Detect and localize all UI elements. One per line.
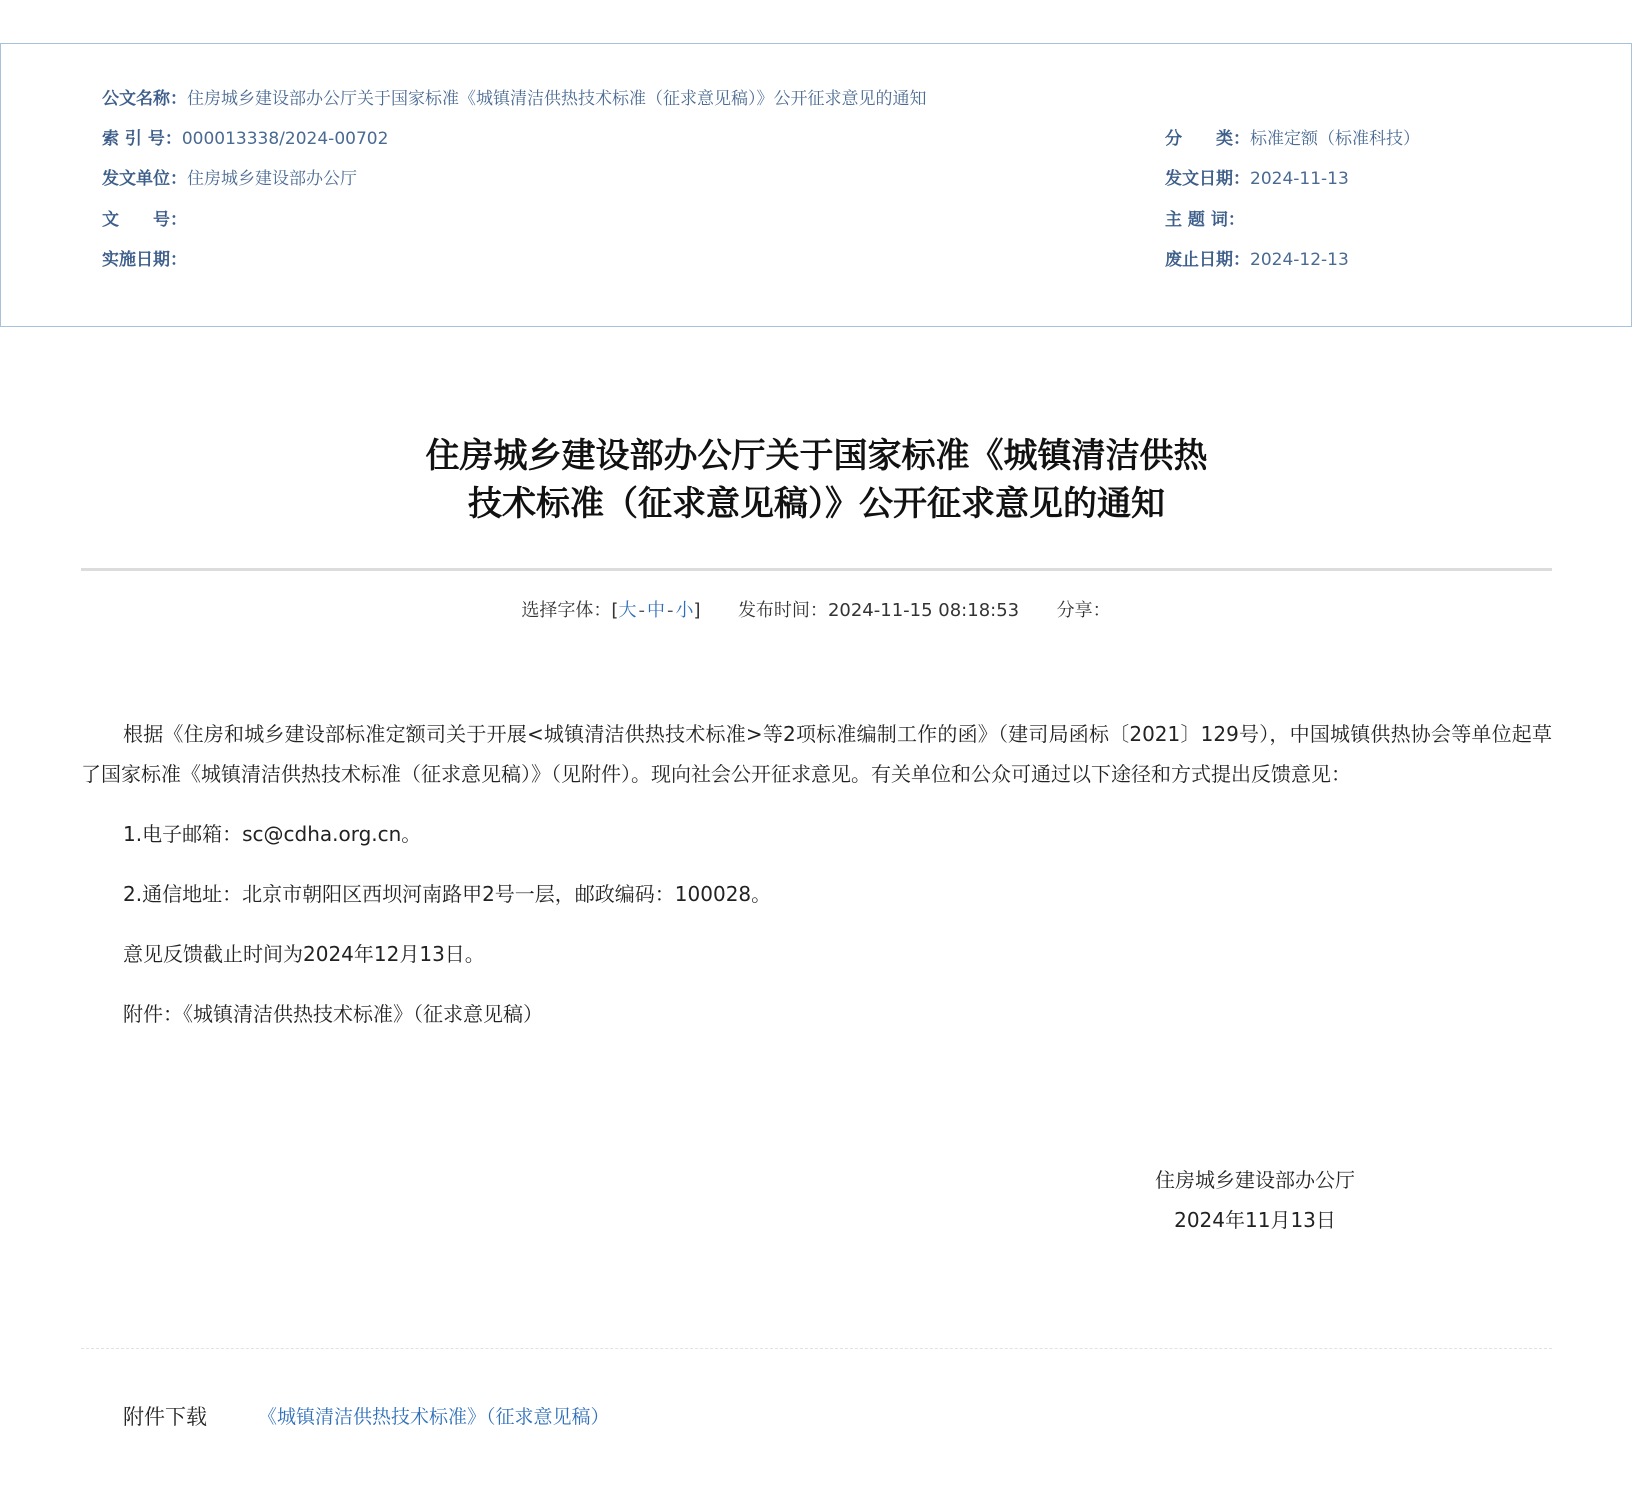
font-size-medium-link[interactable]: 中 [646, 600, 665, 621]
meta-category-value: 标准定额（标准科技） [1250, 129, 1420, 149]
body-paragraph: 根据《住房和城乡建设部标准定额司关于开展<城镇清洁供热技术标准>等2项标准编制工作的函》（建司局函标〔2021〕129号），中国城镇供热协会等单位起草了国家标准《城镇清洁供热技术标准（征求意见稿）》（见附件）。现向社会公开征求意见。有关单位和公众可通过以下途径和方式提出反馈意见： [81, 722, 1552, 786]
article-body [81, 714, 1552, 1034]
attachment-divider [81, 1348, 1552, 1349]
meta-issue-date-label: 发文日期： [1165, 169, 1250, 189]
article-title-line-2: 技术标准（征求意见稿）》公开征求意见的通知 [468, 484, 1165, 524]
meta-doc-number [102, 206, 187, 234]
meta-keywords-label: 主 题 词： [1165, 210, 1245, 230]
meta-category-label: 分 类： [1165, 129, 1250, 149]
font-size-label: 选择字体：[ [521, 600, 619, 621]
meta-issue-date [1165, 165, 1349, 193]
signature-date: 2024年11月13日 [1174, 1208, 1336, 1232]
feedback-address-item: 2.通信地址：北京市朝阳区西坝河南路甲2号一层，邮政编码：100028。 [123, 882, 772, 906]
share-label[interactable]: 分享： [1056, 600, 1111, 621]
feedback-email-item: 1.电子邮箱：sc@cdha.org.cn。 [123, 822, 422, 846]
meta-keywords [1165, 206, 1245, 234]
font-size-close-bracket: ] [693, 600, 701, 621]
meta-index-value: 000013338/2024-00702 [181, 129, 389, 149]
meta-issue-date-value: 2024-11-13 [1250, 169, 1349, 189]
meta-effective-date-label: 实施日期： [102, 250, 187, 270]
document-metadata-panel [0, 43, 1632, 327]
meta-index [102, 125, 388, 153]
font-size-large-link[interactable]: 大 [618, 600, 637, 621]
meta-effective-date [102, 246, 187, 274]
meta-doc-name-label: 公文名称： [102, 89, 187, 109]
meta-doc-number-label: 文 号： [102, 210, 187, 230]
publish-time-label: 发布时间： [737, 600, 828, 621]
font-size-dash: - [638, 600, 645, 621]
font-size-small-link[interactable]: 小 [675, 600, 694, 621]
meta-expiry-date-label: 废止日期： [1165, 250, 1250, 270]
attachment-note: 附件：《城镇清洁供热技术标准》（征求意见稿） [123, 1002, 543, 1026]
publish-time-value: 2024-11-15 08:18:53 [827, 600, 1020, 621]
meta-category [1165, 125, 1420, 153]
meta-issuer [102, 165, 357, 193]
feedback-deadline: 意见反馈截止时间为2024年12月13日。 [123, 942, 485, 966]
font-size-dash: - [666, 600, 674, 621]
meta-issuer-label: 发文单位： [102, 169, 187, 189]
article-info-bar [0, 596, 1632, 626]
meta-issuer-value: 住房城乡建设部办公厅 [187, 169, 357, 189]
meta-doc-name [102, 85, 927, 113]
meta-doc-name-value: 住房城乡建设部办公厅关于国家标准《城镇清洁供热技术标准（征求意见稿）》公开征求意见的通知 [187, 89, 927, 109]
meta-index-label: 索 引 号： [102, 129, 182, 149]
article-title [81, 432, 1552, 528]
meta-expiry-date [1165, 246, 1349, 274]
title-divider [81, 568, 1552, 571]
article-title-line-1: 住房城乡建设部办公厅关于国家标准《城镇清洁供热 [425, 436, 1208, 476]
attachment-download-label: 附件下载 [123, 1405, 207, 1429]
attachment-download-link[interactable]: 《城镇清洁供热技术标准》（征求意见稿） [258, 1406, 610, 1428]
signature-org: 住房城乡建设部办公厅 [1155, 1168, 1355, 1192]
meta-expiry-date-value: 2024-12-13 [1250, 250, 1349, 270]
